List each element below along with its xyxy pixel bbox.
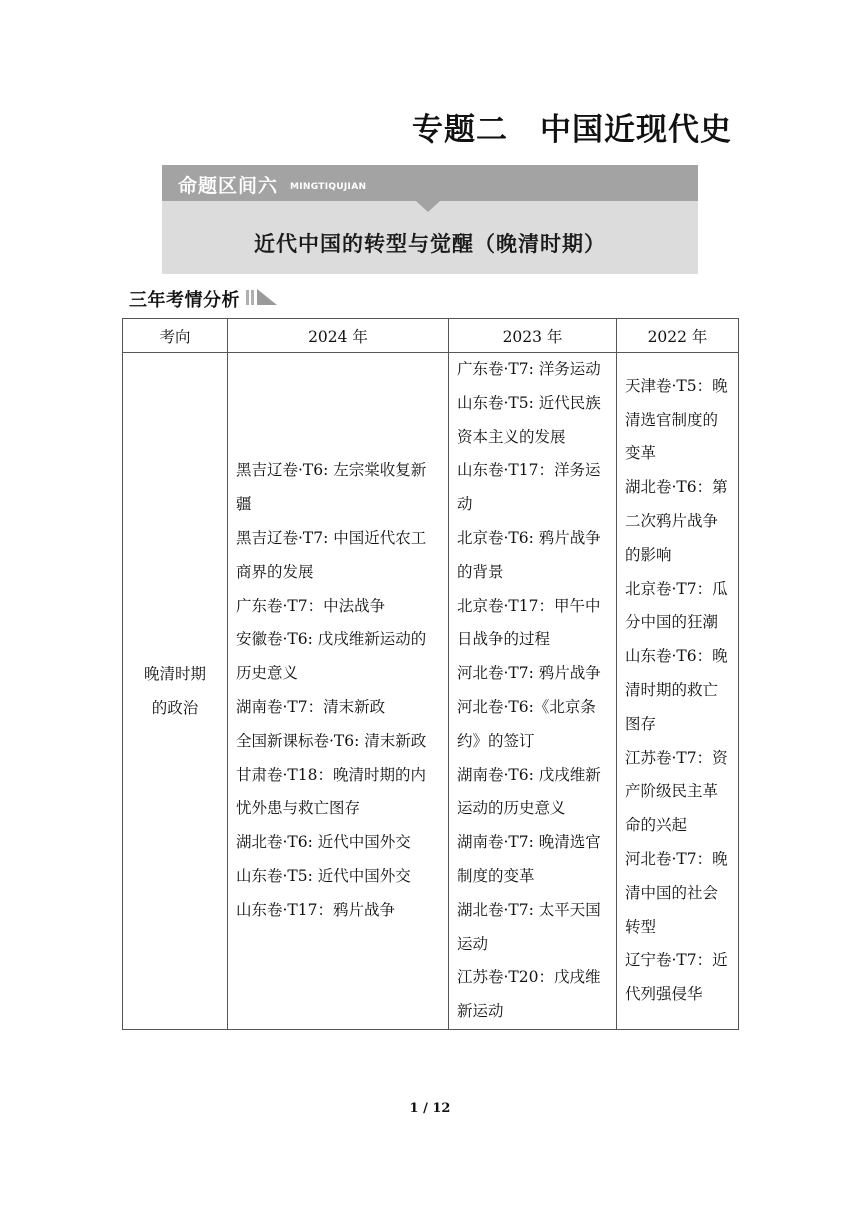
list-item: 河北卷·T7：晚清中国的社会转型: [625, 850, 728, 936]
list-item: 山东卷·T17：鸦片战争: [236, 900, 395, 919]
page-title: 专题二 中国近现代史: [412, 112, 732, 148]
list-item: 湖北卷·T6：第二次鸦片战争的影响: [625, 478, 728, 564]
list-item: 山东卷·T5: 近代民族资本主义的发展: [457, 393, 601, 446]
list-item: 北京卷·T6: 鸦片战争的背景: [457, 528, 601, 581]
analysis-heading-text: 三年考情分析: [129, 290, 240, 311]
list-item: 河北卷·T6:《北京条约》的签订: [457, 697, 596, 750]
list-item: 山东卷·T17：洋务运动: [457, 461, 601, 514]
list-item: 湖北卷·T6: 近代中国外交: [236, 833, 411, 852]
header-2024: 2024 年: [228, 319, 449, 353]
list-item: 湖南卷·T7：清末新政: [236, 697, 386, 716]
banner-notch: [416, 201, 440, 212]
list-item: 广东卷·T7: 洋务运动: [457, 360, 601, 378]
section-title: 近代中国的转型与觉醒（晚清时期）: [254, 232, 606, 256]
list-item: 黑吉辽卷·T6: 左宗棠收复新疆: [236, 461, 427, 514]
list-item: 河北卷·T7: 鸦片战争: [457, 664, 601, 683]
header-2023: 2023 年: [449, 319, 617, 353]
heading-decoration-icon: [246, 288, 280, 310]
topic-cell: 晚清时期的政治: [123, 353, 228, 1030]
list-item: 黑吉辽卷·T7: 中国近代农工商界的发展: [236, 528, 427, 581]
header-topic: 考向: [123, 319, 228, 353]
list-item: 湖南卷·T6: 戊戌维新运动的历史意义: [457, 765, 601, 818]
list-item: 江苏卷·T7：资产阶级民主革命的兴起: [625, 748, 728, 835]
list-item: 山东卷·T5: 近代中国外交: [236, 866, 411, 885]
list-item: 甘肃卷·T18：晚清时期的内忧外患与救亡图存: [236, 765, 426, 818]
analysis-heading: [129, 288, 280, 310]
cell-2022: [617, 353, 739, 1030]
list-item: 辽宁卷·T7：近代列强侵华: [625, 951, 728, 1004]
list-item: 天津卷·T5：晚清选官制度的变革: [625, 376, 728, 463]
list-item: 湖南卷·T7: 晚清选官制度的变革: [457, 833, 601, 885]
list-item: 山东卷·T6：晚清时期的救亡图存: [625, 647, 728, 733]
section-pinyin: MINGTIQUJIAN: [290, 182, 367, 192]
list-item: 北京卷·T7：瓜分中国的狂潮: [625, 579, 728, 632]
banner-top-bar: [162, 165, 698, 201]
cell-2023: [449, 353, 617, 1030]
exam-analysis-table: [122, 318, 739, 1030]
list-item: 安徽卷·T6: 戊戌维新运动的历史意义: [236, 630, 427, 683]
list-item: 全国新课标卷·T6: 清末新政: [236, 731, 427, 750]
list-item: 江苏卷·T20：戊戌维新运动: [457, 968, 601, 1021]
section-banner: [162, 165, 698, 274]
section-label: 命题区间六: [178, 175, 279, 197]
table-header-row: [123, 319, 739, 353]
cell-2024: [228, 353, 449, 1030]
header-2022: 2022 年: [617, 319, 739, 353]
page-number: 1 / 12: [409, 1101, 451, 1116]
list-item: 广东卷·T7：中法战争: [236, 596, 386, 615]
list-item: 湖北卷·T7: 太平天国运动: [457, 900, 601, 953]
list-item: 北京卷·T17：甲午中日战争的过程: [457, 596, 601, 649]
table-row: [123, 353, 739, 1030]
